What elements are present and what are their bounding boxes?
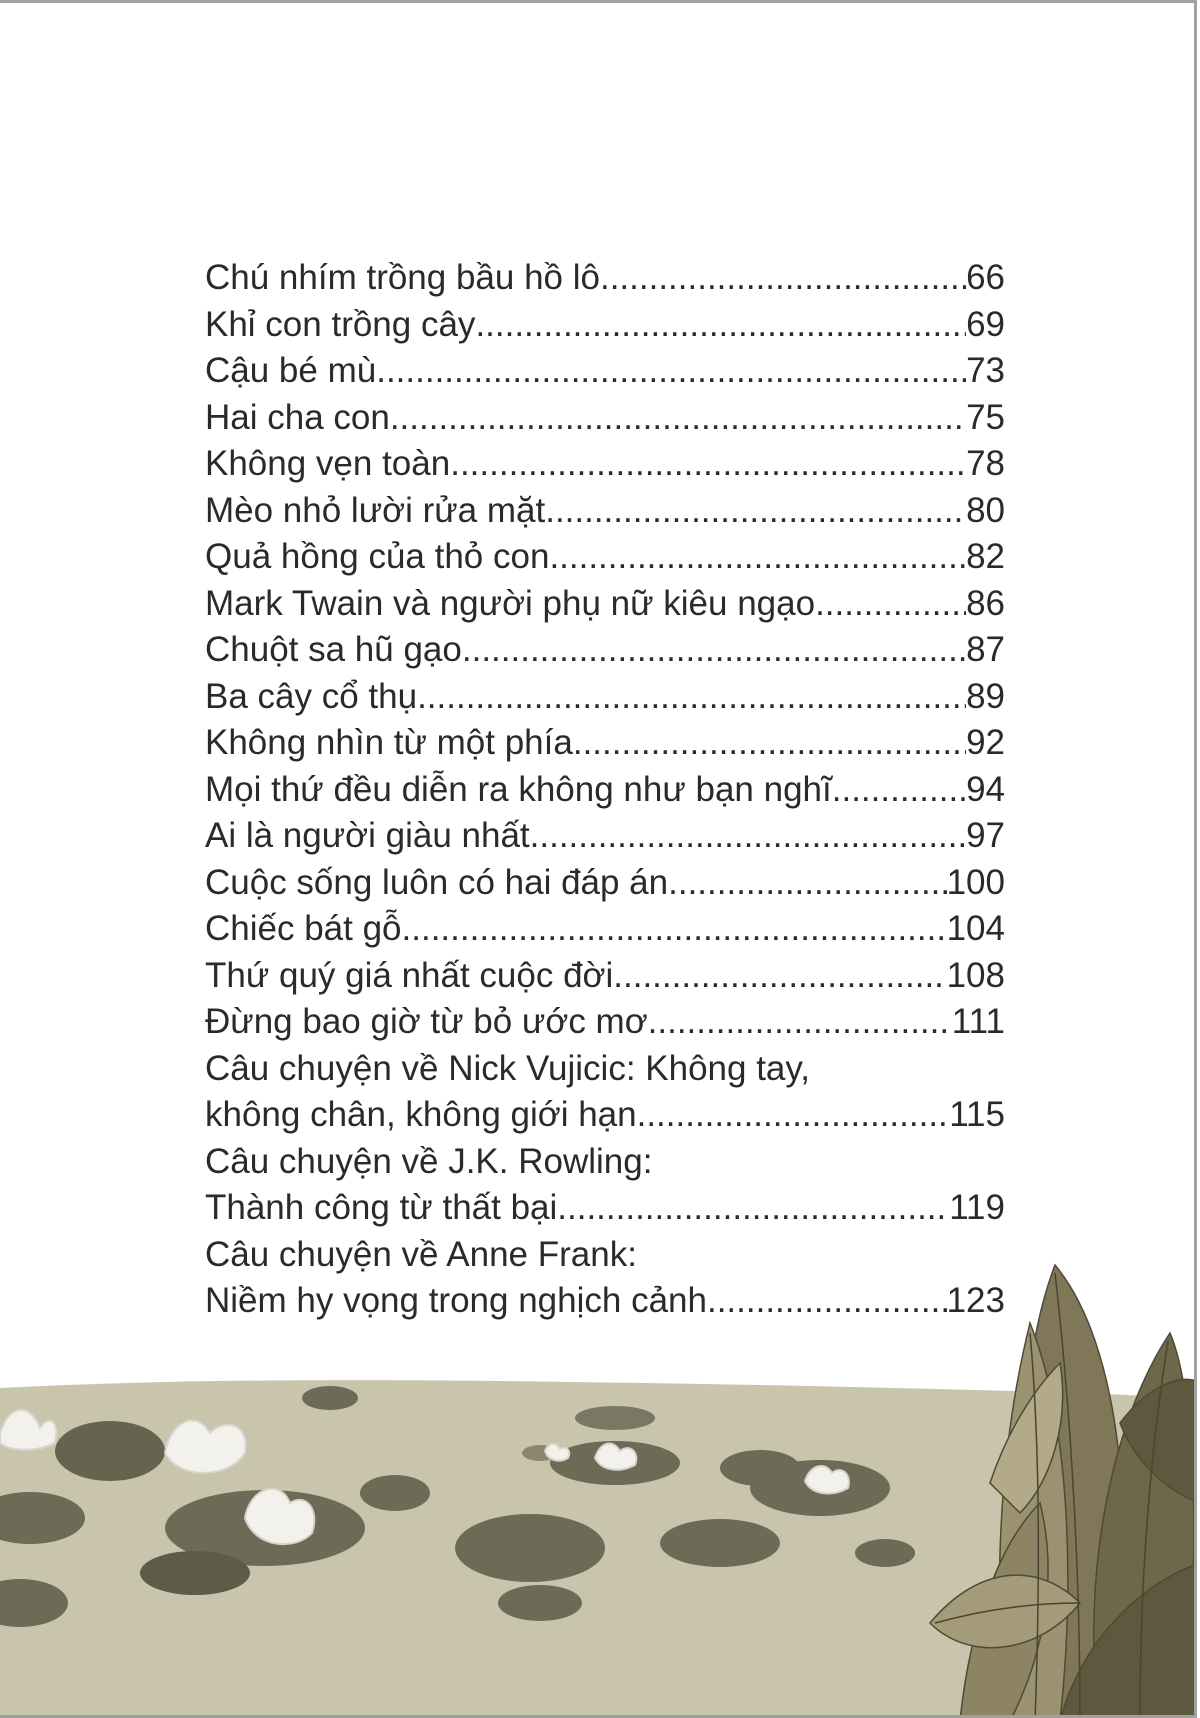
toc-entry-title: Không vẹn toàn: [205, 444, 451, 483]
toc-entry[interactable]: [205, 1185, 1005, 1232]
toc-entry-title: Quả hồng của thỏ con: [205, 537, 550, 576]
dot-leader: [475, 302, 966, 349]
toc-entry[interactable]: [205, 255, 1005, 302]
toc-entry-title: Không nhìn từ một phía: [205, 723, 573, 762]
lily-pad: [575, 1406, 655, 1430]
toc-entry-title: Chú nhím trồng bầu hồ lô: [205, 258, 600, 297]
toc-entry-title: Hai cha con: [205, 397, 390, 437]
toc-page-number: 94: [966, 769, 1005, 809]
toc-entry-title: Chuột sa hũ gạo: [205, 630, 462, 669]
toc-page-number: 115: [949, 1095, 1005, 1134]
dot-leader: [637, 1092, 950, 1139]
toc-entry[interactable]: [205, 720, 1005, 767]
toc-entry-title: Khỉ con trồng cây: [205, 304, 476, 344]
toc-entry-title: Cậu bé mù: [205, 351, 377, 390]
dot-leader: [707, 1278, 947, 1325]
toc-entry[interactable]: [205, 395, 1005, 442]
lily-pad: [855, 1539, 915, 1567]
lily-pad: [140, 1551, 250, 1595]
lily-pad: [360, 1475, 430, 1511]
lily-pad: [455, 1514, 605, 1582]
toc-entry[interactable]: [205, 860, 1005, 907]
toc-entry-title: Câu chuyện về Anne Frank:: [205, 1234, 637, 1274]
toc-entry-title: Ba cây cổ thụ: [205, 676, 418, 716]
toc-page-number: 123: [946, 1281, 1005, 1320]
dot-leader: [545, 488, 966, 535]
water-lily: [805, 1466, 849, 1493]
dot-leader: [573, 720, 966, 767]
toc-entry[interactable]: [205, 534, 1005, 581]
dot-leader: [600, 255, 966, 302]
dot-leader: [613, 953, 946, 1000]
toc-entry-title-line: [205, 1046, 1005, 1093]
toc-entry[interactable]: [205, 1092, 1005, 1139]
dot-leader: [549, 534, 966, 581]
lily-pad: [660, 1519, 780, 1567]
toc-page-number: 97: [966, 816, 1005, 855]
dot-leader: [648, 999, 952, 1046]
toc-page-number: 87: [966, 630, 1005, 669]
toc-page-number: 73: [966, 351, 1005, 390]
toc-entry[interactable]: [205, 302, 1005, 349]
toc-page-number: 86: [966, 583, 1005, 623]
toc-entry[interactable]: [205, 1278, 1005, 1325]
toc-entry-title: không chân, không giới hạn: [205, 1095, 637, 1134]
toc-page-number: 89: [966, 676, 1005, 716]
dot-leader: [462, 627, 966, 674]
toc-page-number: 111: [951, 1002, 1005, 1041]
toc-entry[interactable]: [205, 999, 1005, 1046]
dot-leader: [668, 860, 946, 907]
toc-entry-title-line: [205, 1139, 1005, 1186]
toc-entry-title: Mọi thứ đều diễn ra không như bạn nghĩ: [205, 769, 832, 809]
toc-page-number: 100: [946, 862, 1005, 902]
toc-entry-title: Thành công từ thất bại: [205, 1188, 558, 1227]
toc-page-number: 75: [966, 397, 1005, 437]
toc-page-number: 119: [949, 1188, 1005, 1227]
toc-entry-title: Câu chuyện về Nick Vujicic: Không tay,: [205, 1048, 811, 1088]
toc-entry-title: Niềm hy vọng trong nghịch cảnh: [205, 1281, 707, 1320]
toc-entry[interactable]: [205, 488, 1005, 535]
toc-entry-title: Mark Twain và người phụ nữ kiêu ngạo: [205, 583, 816, 623]
toc-page-number: 78: [966, 444, 1005, 483]
toc-entry-title: Chiếc bát gỗ: [205, 909, 402, 948]
toc-page-number: 108: [946, 955, 1005, 995]
toc-entry-title: Mèo nhỏ lười rửa mặt: [205, 490, 546, 530]
dot-leader: [376, 348, 966, 395]
water-lily: [165, 1420, 246, 1473]
toc-page-number: 66: [966, 258, 1005, 297]
toc-entry[interactable]: [205, 627, 1005, 674]
toc-page-number: 92: [966, 723, 1005, 762]
dot-leader: [530, 813, 966, 860]
lily-pad: [302, 1386, 358, 1410]
toc-entry-title: Câu chuyện về J.K. Rowling:: [205, 1141, 653, 1181]
dot-leader: [417, 674, 966, 721]
toc-entry-title-line: [205, 1232, 1005, 1279]
lily-pad: [498, 1585, 582, 1621]
toc-entry-title: Đừng bao giờ từ bỏ ước mơ: [205, 1002, 648, 1041]
toc-entry[interactable]: [205, 348, 1005, 395]
toc-page-number: 80: [966, 490, 1005, 530]
toc-entry-title: Cuộc sống luôn có hai đáp án: [205, 862, 669, 902]
toc-entry[interactable]: [205, 581, 1005, 628]
toc-page-number: 104: [946, 909, 1005, 948]
dot-leader: [402, 906, 947, 953]
toc-entry[interactable]: [205, 674, 1005, 721]
dot-leader: [390, 395, 966, 442]
toc-entry[interactable]: [205, 813, 1005, 860]
toc-page-number: 82: [966, 537, 1005, 576]
dot-leader: [450, 441, 966, 488]
toc-entry-title: Thứ quý giá nhất cuộc đời: [205, 955, 614, 995]
toc-entry[interactable]: [205, 767, 1005, 814]
toc-entry[interactable]: [205, 441, 1005, 488]
dot-leader: [832, 767, 966, 814]
lily-pad: [55, 1421, 165, 1481]
table-of-contents: [205, 255, 1005, 1325]
toc-entry[interactable]: [205, 953, 1005, 1000]
toc-entry-title: Ai là người giàu nhất: [205, 816, 530, 855]
toc-entry[interactable]: [205, 906, 1005, 953]
dot-leader: [557, 1185, 949, 1232]
toc-page-number: 69: [966, 304, 1005, 344]
dot-leader: [815, 581, 966, 628]
